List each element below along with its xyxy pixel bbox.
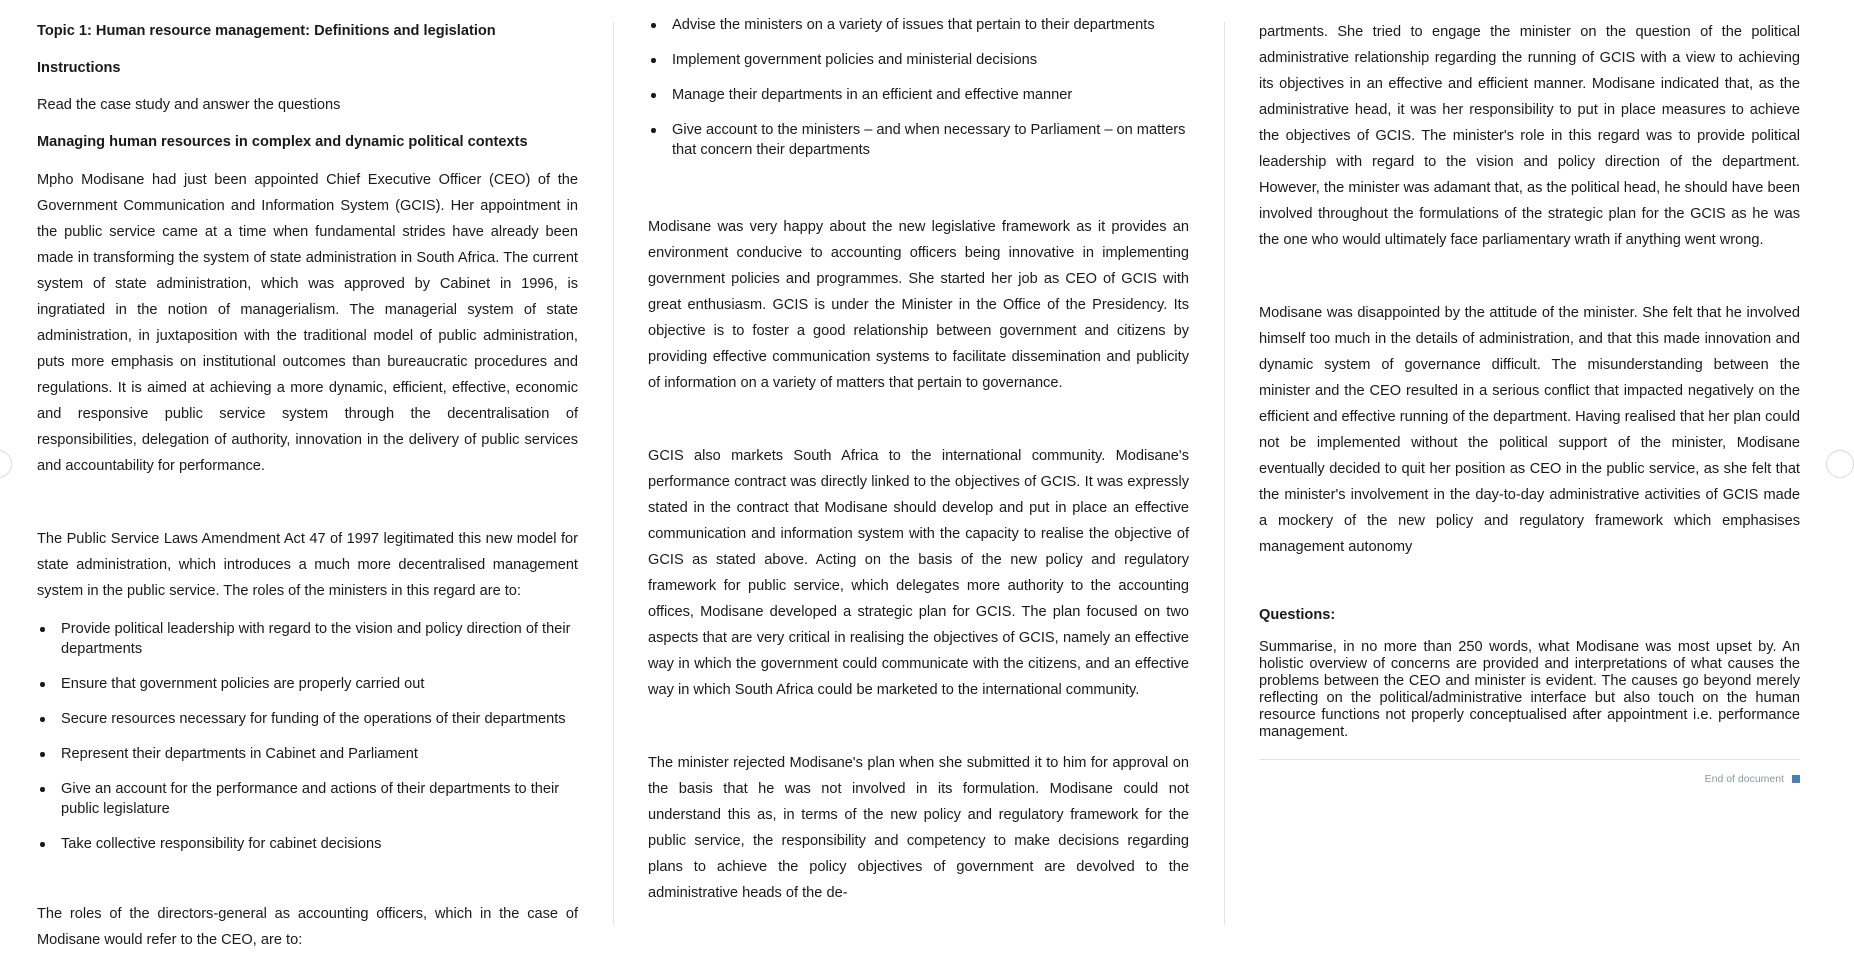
column-divider xyxy=(613,22,614,925)
list-item: Provide political leadership with regard to the vision and policy direction of their departments xyxy=(37,619,578,659)
paragraph-1: Mpho Modisane had just been appointed Chief Executive Officer (CEO) of the Government Communication and Information System (GCIS). Her appointment in the public service came at a time when fundamental strides have already been made in transforming the system of state administration in South Africa. The current system of state administration, which was approved by Cabinet in 1996, is ingratiated in the notion of managerialism. The managerial system of state administration, in juxtaposition with the traditional model of public administration, puts more emphasis on institutional outcomes than bureaucratic procedures and regulations. It is aimed at achieving a more dynamic, efficient, effective, economic and responsive public service system through the decentralisation of responsibilities, delegation of authority, innovation in the delivery of public services and accountability for performance. xyxy=(37,172,578,474)
end-square-icon xyxy=(1792,775,1800,783)
list-item: Implement government policies and ministerial decisions xyxy=(648,50,1189,70)
end-of-document xyxy=(1259,772,1800,786)
paragraph-3: The roles of the directors-general as accounting officers, which in the case of Modisane would refer to the CEO, are to: xyxy=(37,906,578,948)
right-arrow-icon[interactable] xyxy=(1826,450,1854,478)
left-arrow-icon[interactable] xyxy=(0,450,12,478)
document-title: Topic 1: Human resource management: Definitions and legislation xyxy=(37,23,496,39)
paragraph-4: Modisane was very happy about the new legislative framework as it provides an environment conducive to accounting officers being innovative in implementing government policies and programmes. She started her job as CEO of GCIS with great enthusiasm. GCIS is under the Minister in the Office of the Presidency. Its objective is to foster a good relationship between government and citizens by providing effective communication systems to facilitate dissemination and publicity of information on a variety of matters that pertain to governance. xyxy=(648,219,1189,391)
instructions-label: Instructions xyxy=(37,60,121,76)
questions-label: Questions: xyxy=(1259,607,1336,623)
end-label: End of document xyxy=(1704,773,1784,785)
paragraph-6-continued: partments. She tried to engage the minister on the question of the political administrative relationship regarding the running of GCIS with a view to achieving its objectives in an effective and efficient manner. Modisane indicated that, as the administrative head, it was her responsibility to put in place measures to achieve the objectives of GCIS. The minister's role in this regard was to provide political leadership with regard to the vision and policy direction of the department. However, the minister was adamant that, as the political head, he should have been involved throughout the formulations of the strategic plan for the GCIS as he was the one who would ultimately face parliamentary wrath if anything went wrong. xyxy=(1259,24,1800,248)
paragraph-7: Modisane was disappointed by the attitude of the minister. She felt that he involved himself too much in the details of administration, and that this made innovation and dynamic system of governance difficult. The misunderstanding between the minister and the CEO resulted in a serious conflict that impacted negatively on the efficient and effective running of the department. Having realised that her plan could not be implemented without the political support of the minister, Modisane eventually decided to quit her position as CEO in the public service, as she felt that the minister's involvement in the day-to-day administrative activities of GCIS made a mockery of the new policy and regulatory framework which emphasises management autonomy xyxy=(1259,305,1800,555)
list-item: Represent their departments in Cabinet and Parliament xyxy=(37,744,578,764)
list-item: Give an account for the performance and actions of their departments to their public legislature xyxy=(37,779,578,819)
list-item: Secure resources necessary for funding of the operations of their departments xyxy=(37,709,578,729)
column-divider xyxy=(1224,22,1225,925)
questions-text: Summarise, in no more than 250 words, what Modisane was most upset by. An holistic overview of concerns are provided and interpretations of what causes the problems between the CEO and minister is evident. The causes go beyond merely reflecting on the political/administrative interface but also touch on the human resource functions not properly conceptualised after appointment i.e. performance management. xyxy=(1259,639,1800,740)
paragraph-6: The minister rejected Modisane's plan when she submitted it to him for approval on the basis that he was not involved in its formulation. Modisane could not understand this as, in terms of the new policy and regulatory framework for the public service, the responsibility and competency to make decisions regarding plans to achieve the policy objectives of government are devolved to the administrative heads of the de- xyxy=(648,755,1189,901)
dg-roles-list xyxy=(648,15,1189,160)
list-item: Give account to the ministers – and when necessary to Parliament – on matters that concern their departments xyxy=(648,120,1189,160)
instructions-text: Read the case study and answer the questions xyxy=(37,97,341,113)
document-column-1 xyxy=(37,0,578,948)
document-column-2 xyxy=(648,0,1189,925)
list-item: Ensure that government policies are properly carried out xyxy=(37,674,578,694)
paragraph-2: The Public Service Laws Amendment Act 47 of 1997 legitimated this new model for state administration, which introduces a much more decentralised management system in the public service. The roles of the ministers in this regard are to: xyxy=(37,531,578,599)
paragraph-5: GCIS also markets South Africa to the international community. Modisane's performance contract was directly linked to the objectives of GCIS. It was expressly stated in the contract that Modisane should develop and put in place an effective communication and information system with the capacity to realise the objective of GCIS as stated above. Acting on the basis of the new policy and regulatory framework for public service, which delegates more authority to the accounting offices, Modisane developed a strategic plan for GCIS. The plan focused on two aspects that are very critical in realising the objectives of GCIS, namely an effective way in which the government could communicate with the citizens, and an effective way in which South Africa could be marketed to the international community. xyxy=(648,448,1189,698)
section-heading: Managing human resources in complex and dynamic political contexts xyxy=(37,134,528,150)
ministers-roles-list xyxy=(37,619,578,854)
end-divider xyxy=(1259,759,1800,760)
list-item: Manage their departments in an efficient and effective manner xyxy=(648,85,1189,105)
list-item: Advise the ministers on a variety of issues that pertain to their departments xyxy=(648,15,1189,35)
document-column-3 xyxy=(1259,0,1800,925)
list-item: Take collective responsibility for cabinet decisions xyxy=(37,834,578,854)
